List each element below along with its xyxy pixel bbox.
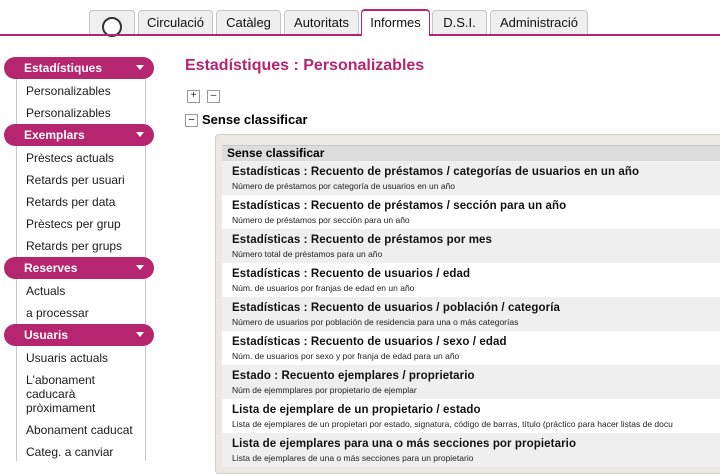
chevron-down-icon bbox=[136, 332, 144, 337]
sidebar-section-estadistiques[interactable] bbox=[4, 57, 154, 79]
report-description: Número de préstamos por sección para un año bbox=[232, 215, 410, 225]
report-description: Número de usuarios por población de residencia para una o más categorías bbox=[232, 317, 519, 327]
page-title: Estadístiques : Personalizables bbox=[185, 57, 425, 74]
tab-autoritats[interactable]: Autoritats bbox=[284, 10, 359, 34]
report-row[interactable] bbox=[222, 161, 720, 195]
sidebar-item-usuaris-actuals[interactable]: Usuaris actuals bbox=[26, 351, 109, 365]
sidebar-item-personalizables-1[interactable]: Personalizables bbox=[26, 84, 111, 98]
collapse-all-icon[interactable]: – bbox=[207, 90, 220, 103]
report-description: Lista de ejemplares de una o más secciones para un propietario bbox=[232, 453, 474, 463]
report-title[interactable]: Estadísticas : Recuento de préstamos / categorías de usuarios en un año bbox=[232, 166, 640, 178]
tab-underline bbox=[0, 34, 720, 36]
group-title: Sense classificar bbox=[202, 112, 308, 127]
sidebar-section-title: Estadístiques bbox=[24, 61, 103, 75]
report-title[interactable]: Lista de ejemplares para una o más secciones por propietario bbox=[232, 438, 577, 450]
sidebar-item-a-processar[interactable]: a processar bbox=[26, 306, 89, 320]
report-row[interactable] bbox=[222, 195, 720, 229]
table-header: Sense classificar bbox=[222, 145, 720, 161]
sidebar-section-usuaris[interactable] bbox=[4, 324, 154, 346]
report-title[interactable]: Estadísticas : Recuento de usuarios / sexo / edad bbox=[232, 336, 507, 348]
report-title[interactable]: Estadísticas : Recuento de préstamos por mes bbox=[232, 234, 493, 246]
report-row[interactable] bbox=[222, 365, 720, 399]
expand-all-icon[interactable]: + bbox=[187, 90, 200, 103]
report-description: Lista de ejemplares de un propietari por estado, signatura, código de barras, título (práctico para hacer listas de docu bbox=[232, 419, 673, 429]
report-row[interactable] bbox=[222, 229, 720, 263]
sidebar-section-exemplars[interactable] bbox=[4, 124, 154, 146]
report-row[interactable] bbox=[222, 399, 720, 433]
sidebar-item-abonament-caducara[interactable]: L'abonament caducarà pròximament bbox=[26, 373, 96, 415]
chevron-down-icon bbox=[136, 265, 144, 270]
report-title[interactable]: Estadísticas : Recuento de préstamos / sección para un año bbox=[232, 200, 567, 212]
report-row[interactable] bbox=[222, 433, 720, 467]
sidebar-item-retards-per-data[interactable]: Retards per data bbox=[26, 195, 116, 209]
sidebar-item-prestecs-per-grup[interactable]: Prèstecs per grup bbox=[26, 217, 121, 231]
tab-home[interactable] bbox=[89, 10, 135, 34]
sidebar-section-title: Usuaris bbox=[24, 328, 69, 342]
report-description: Núm de ejemmplares por propietario de ejemplar bbox=[232, 385, 417, 395]
report-title[interactable]: Estadísticas : Recuento de usuarios / edad bbox=[232, 268, 471, 280]
report-row[interactable] bbox=[222, 263, 720, 297]
top-navigation bbox=[0, 0, 720, 36]
chevron-down-icon bbox=[136, 132, 144, 137]
report-description: Número de préstamos por categoría de usuarios en un año bbox=[232, 181, 456, 191]
tab-administracio[interactable]: Administració bbox=[490, 10, 588, 34]
sidebar bbox=[4, 57, 154, 459]
sidebar-item-actuals[interactable]: Actuals bbox=[26, 284, 66, 298]
tab-dsi[interactable]: D.S.I. bbox=[432, 10, 487, 34]
collapse-group-icon[interactable]: – bbox=[185, 114, 198, 127]
report-description: Núm. de usuarios por franjas de edad en un año bbox=[232, 283, 415, 293]
report-title[interactable]: Estadísticas : Recuento de usuarios / población / categoría bbox=[232, 302, 560, 314]
sidebar-item-prestecs-actuals[interactable]: Prèstecs actuals bbox=[26, 151, 115, 165]
sidebar-item-retards-per-usuari[interactable]: Retards per usuari bbox=[26, 173, 125, 187]
report-row[interactable] bbox=[222, 297, 720, 331]
report-description: Núm. de usuarios por sexo y por franja de edad para un año bbox=[232, 351, 460, 361]
report-title[interactable]: Estado : Recuento ejemplares / proprietario bbox=[232, 370, 475, 382]
sidebar-item-abonament-caducat[interactable]: Abonament caducat bbox=[26, 423, 133, 437]
sidebar-item-retards-per-grups[interactable]: Retards per grups bbox=[26, 239, 123, 253]
sidebar-section-title: Reserves bbox=[24, 261, 78, 275]
sidebar-item-personalizables-2[interactable]: Personalizables bbox=[26, 106, 111, 120]
tab-informes[interactable]: Informes bbox=[361, 9, 430, 36]
sidebar-section-reserves[interactable] bbox=[4, 257, 154, 279]
tab-circulacio[interactable]: Circulació bbox=[138, 10, 213, 34]
tab-cataleg[interactable]: Catàleg bbox=[216, 10, 281, 34]
report-description: Número total de préstamos para un año bbox=[232, 249, 383, 259]
sidebar-section-title: Exemplars bbox=[24, 128, 85, 142]
reports-table bbox=[222, 161, 720, 471]
report-title[interactable]: Lista de ejemplare de un propietario / estado bbox=[232, 404, 481, 416]
report-row[interactable] bbox=[222, 331, 720, 365]
sidebar-item-categ-a-canviar[interactable]: Categ. a canviar bbox=[26, 445, 114, 459]
chevron-down-icon bbox=[136, 65, 144, 70]
